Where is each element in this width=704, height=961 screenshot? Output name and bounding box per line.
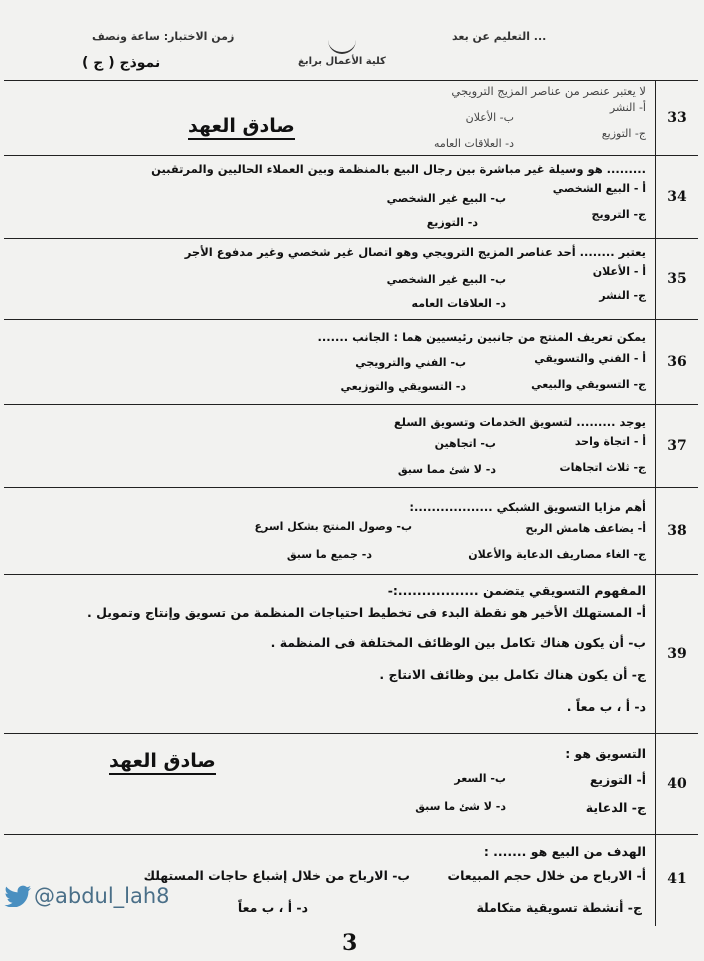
option-c: ج- الغاء مصاريف الدعاية والأعلان (468, 548, 646, 561)
question-row (4, 239, 698, 320)
option-b: ب- البيع غير الشخصي (386, 273, 506, 286)
twitter-watermark (2, 884, 170, 908)
page-number: 3 (342, 930, 358, 956)
option-a: أ - الفني والتسويقي (534, 352, 646, 365)
question-number: 38 (655, 488, 698, 574)
questions-table (4, 80, 698, 835)
exam-header (0, 0, 704, 82)
option-b: ب- اتجاهين (434, 437, 496, 450)
option-c: ج- الترويج (591, 208, 646, 221)
question-text: المفهوم التسويقي يتضمن .................:- (387, 583, 646, 598)
exam-model: نموذج ( ج ) (82, 55, 161, 71)
option-d: د- لا شئ مما سبق (397, 463, 496, 476)
option-b: ب- السعر (454, 772, 506, 785)
option-a: أ- التوزيع (589, 772, 646, 787)
option-d: د- أ ، ب معاً . (566, 699, 646, 714)
option-d: د- التسويقي والتوزيعي (340, 380, 466, 393)
option-a: أ- النشر (609, 101, 646, 114)
option-a: أ - الأعلان (592, 265, 646, 278)
option-b: ب- البيع غير الشخصي (386, 192, 506, 205)
question-text: الهدف من البيع هو ....... : (483, 844, 646, 859)
option-c: ج- أن يكون هناك تكامل بين وظائف الانتاج . (379, 667, 646, 682)
question-number: 35 (655, 239, 698, 319)
option-d: د- العلاقات العامه (411, 297, 506, 310)
option-b: ب- الارباح من خلال إشباع حاجات المستهلك (143, 868, 410, 883)
question-number: 36 (655, 320, 698, 404)
option-a: أ - البيع الشخصي (552, 182, 646, 195)
question-number: 41 (655, 832, 698, 926)
option-b: ب- أن يكون هناك تكامل بين الوظائف المختلفة فى المنظمة . (270, 635, 646, 650)
watermark-handle: @abdul_lah8 (34, 884, 170, 908)
question-text: لا يعتبر عنصر من عناصر المزيج الترويجي (451, 84, 646, 98)
option-a: أ- يضاعف هامش الربح (525, 522, 646, 535)
question-text: ......... هو وسيلة غير مباشرة بين رجال البيع بالمنظمة وبين العملاء الحاليين والمرتقبين (151, 162, 646, 176)
question-text: يعتبر ........ أحد عناصر المزيج الترويجي وهو اتصال غير شخصي وغير مدفوع الأجر (184, 245, 646, 259)
question-text: يوجد ......... لتسويق الخدمات وتسويق السلع (393, 415, 646, 429)
twitter-bird-icon (2, 885, 32, 907)
question-number: 34 (655, 156, 698, 238)
option-d: د- العلاقات العامه (434, 137, 514, 150)
option-b: ب- الأعلان (465, 111, 514, 124)
option-d: د- التوزيع (426, 216, 478, 229)
question-row (4, 488, 698, 575)
option-c: ج- النشر (599, 289, 646, 302)
question-text: التسويق هو : (565, 746, 646, 761)
stamp-text: صادق العهد (109, 750, 216, 775)
faculty-logo (298, 40, 386, 67)
option-c: ج- أنشطة تسويقية متكاملة (476, 900, 642, 915)
exam-duration: زمن الاختبار: ساعة ونصف (92, 30, 235, 43)
question-row (4, 156, 698, 239)
question-number: 33 (655, 81, 698, 155)
option-b: ب- وصول المنتج بشكل اسرع (254, 520, 412, 533)
question-text: أهم مزايا التسويق الشبكي ..................: (409, 500, 646, 514)
question-text: يمكن تعريف المنتج من جانبين رئيسيين هما : الجانب ....... (317, 330, 646, 344)
option-d: د- جميع ما سبق (286, 548, 372, 561)
option-c: ج- ثلاث اتجاهات (559, 461, 646, 474)
question-row (4, 734, 698, 835)
stamp-text: صادق العهد (188, 115, 295, 140)
question-row (4, 320, 698, 405)
option-c: ج- الدعاية (585, 800, 646, 815)
faculty-name: كلية الأعمال برابغ (298, 56, 386, 67)
header-right-text: ... التعليم عن بعد (452, 30, 547, 43)
option-c: ج- التسويقي والبيعي (531, 378, 646, 391)
question-number: 40 (655, 734, 698, 834)
question-row (4, 575, 698, 734)
option-a: أ - اتجاة واحد (574, 435, 646, 448)
option-d: د- أ ، ب معاً (237, 900, 308, 915)
option-c: ج- التوزيع (601, 127, 646, 140)
question-row (4, 405, 698, 488)
question-row (4, 81, 698, 156)
option-a: أ- الارباح من خلال حجم المبيعات (447, 868, 646, 883)
university-logo-icon (328, 40, 356, 54)
question-number: 39 (655, 575, 698, 733)
option-b: ب- الفني والترويجي (355, 356, 466, 369)
question-number: 37 (655, 405, 698, 487)
option-a: أ- المستهلك الأخير هو نقطة البدء فى تخطيط احتياجات المنظمة من تسويق وإنتاج وتمويل . (87, 605, 646, 620)
question-row (4, 832, 698, 932)
option-d: د- لا شئ ما سبق (415, 800, 506, 813)
